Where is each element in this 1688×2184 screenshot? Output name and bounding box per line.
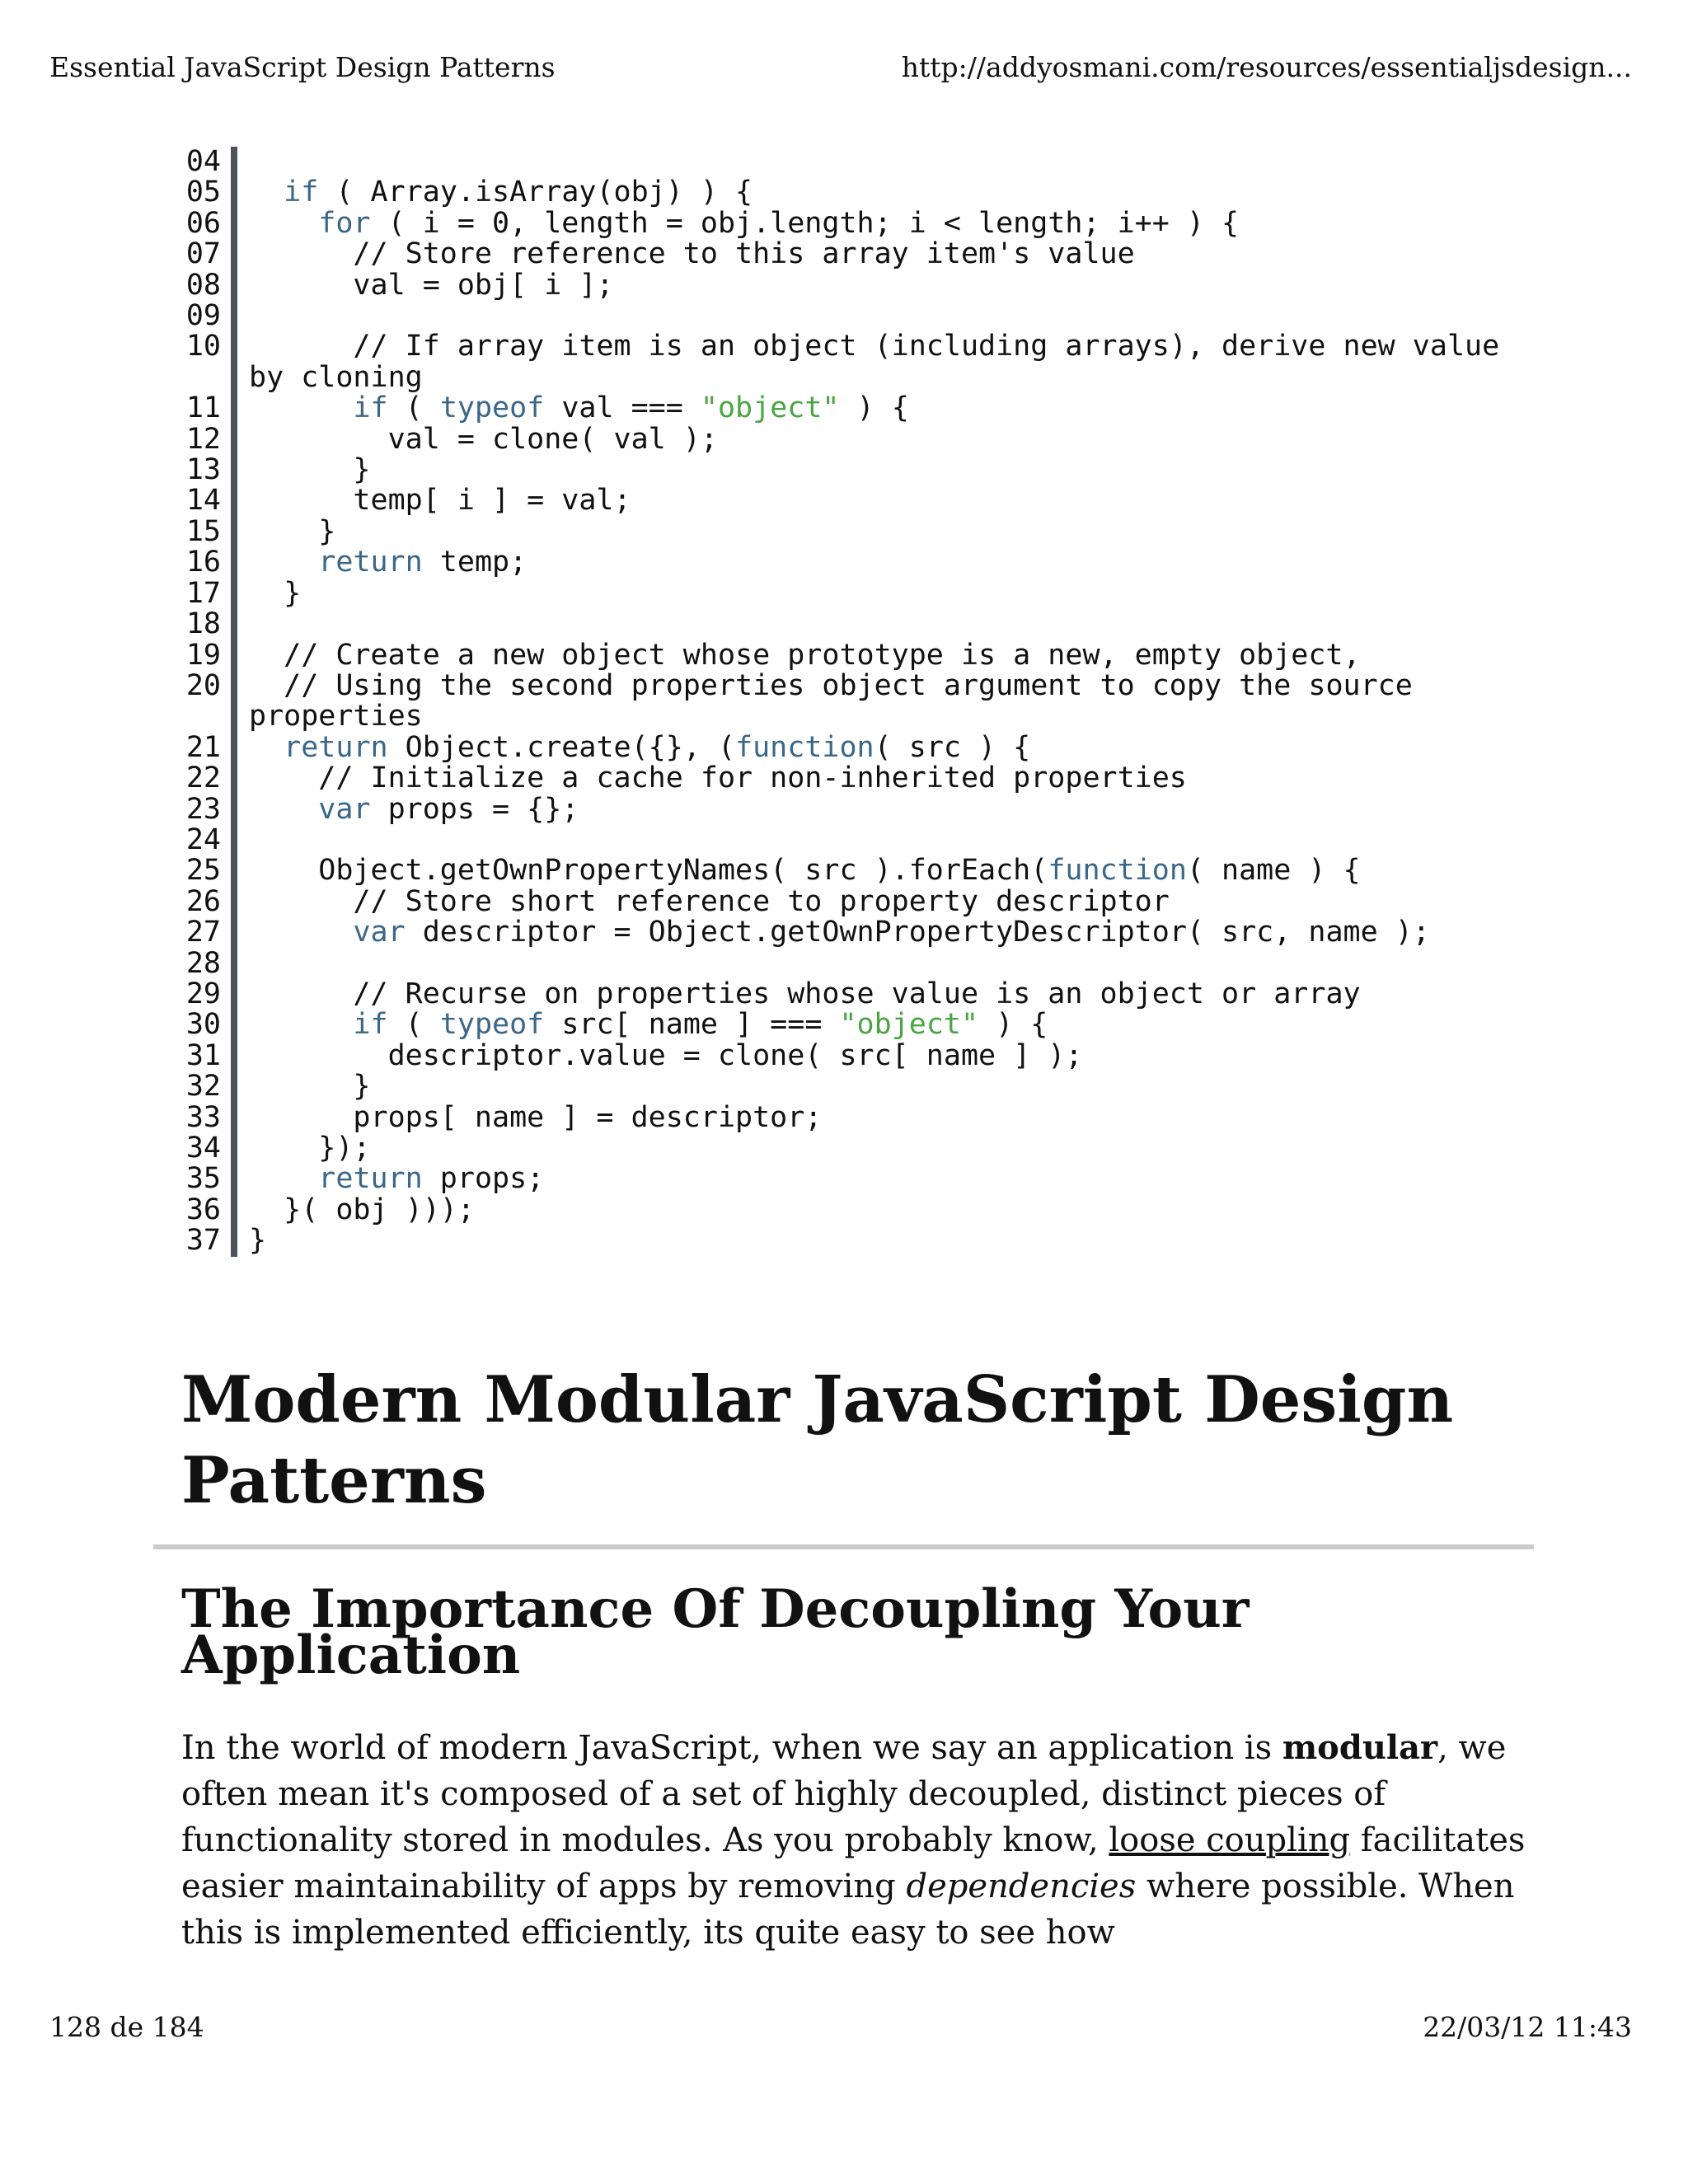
code-line: } — [249, 514, 336, 548]
code-line: }); — [249, 1132, 371, 1165]
subsection-title — [181, 1578, 1500, 1686]
code-line: props[ name ] = descriptor; — [249, 1100, 823, 1134]
page-number: 128 de 184 — [49, 2011, 204, 2043]
code-line: // Store short reference to property descriptor — [249, 884, 1170, 918]
code-line — [249, 609, 1533, 640]
page-footer — [49, 2011, 1632, 2043]
code-line: if ( typeof val === "object" ) { — [353, 391, 909, 425]
code-gutter-bar — [231, 147, 237, 1257]
code-line: }( obj ))); — [249, 1193, 475, 1226]
section-title — [181, 1360, 1500, 1521]
code-line: by cloning — [249, 360, 423, 394]
code-line — [249, 147, 1533, 177]
code-line: // Store reference to this array item's value — [249, 237, 1135, 271]
print-timestamp: 22/03/12 11:43 — [1423, 2011, 1632, 2043]
section-divider — [153, 1544, 1534, 1549]
code-line: return props; — [318, 1162, 545, 1196]
code-line: // Recurse on properties whose value is an object or array — [249, 977, 1361, 1010]
paragraph-bold-modular: modular — [1282, 1728, 1438, 1767]
code-line: val = obj[ i ]; — [249, 268, 614, 302]
code-line: val = clone( val ); — [249, 422, 718, 456]
code-line: if ( typeof src[ name ] === "object" ) { — [353, 1008, 1048, 1042]
code-line: } — [249, 576, 302, 610]
code-line: descriptor.value = clone( src[ name ] ); — [249, 1038, 1083, 1072]
section-title-line2: Patterns — [181, 1443, 487, 1518]
code-line: } — [249, 1224, 267, 1258]
code-lines — [237, 147, 1533, 1257]
code-line: var descriptor = Object.getOwnPropertyDescriptor( src, name ); — [353, 916, 1430, 949]
code-line: for ( i = 0, length = obj.length; i < length; i++ ) { — [318, 206, 1240, 240]
paragraph-text-1: In the world of modern JavaScript, when we say an application is — [181, 1729, 1282, 1767]
subsection-title-line1: The Importance Of Decoupling Your — [181, 1578, 1250, 1640]
code-line — [249, 301, 1533, 331]
code-line: // Initialize a cache for non-inherited properties — [249, 762, 1187, 795]
code-line: return Object.create({}, (function( src ) { — [284, 730, 1031, 764]
code-line: var props = {}; — [318, 792, 579, 826]
header-title: Essential JavaScript Design Patterns — [49, 51, 556, 83]
code-line: } — [249, 1070, 371, 1104]
code-line: } — [249, 453, 371, 487]
page-header — [49, 51, 1632, 83]
code-line-numbers: 04 05 06 07 08 09 10 11 12 13 14 15 16 17 18 19 20 21 22 23 24 25 26 27 28 29 30 31 32 33 34 35 36 37 — [185, 145, 221, 1258]
header-url: http://addyosmani.com/resources/essentialjsdesign... — [901, 51, 1632, 83]
code-line: return temp; — [318, 546, 528, 579]
paragraph-text-2: , we often mean it's composed of a set of highly decoupled, distinct pieces of functionality stored in modules. As you probably know, — [181, 1729, 1507, 1859]
code-line — [249, 949, 1533, 979]
loose-coupling-link[interactable]: loose coupling — [1109, 1821, 1351, 1859]
body-paragraph — [181, 1725, 1533, 1956]
code-line: properties — [249, 700, 423, 733]
code-line: if ( Array.isArray(obj) ) { — [284, 176, 753, 209]
code-line: Object.getOwnPropertyNames( src ).forEach(function( name ) { — [249, 854, 1361, 888]
subsection-title-line2: Application — [181, 1624, 521, 1686]
code-line: // Create a new object whose prototype is a new, empty object, — [249, 638, 1361, 672]
code-block — [165, 147, 1533, 1257]
paragraph-italic-dependencies: dependencies — [906, 1868, 1137, 1905]
code-line: temp[ i ] = val; — [249, 484, 631, 518]
paragraph-text-3: facilitates easier maintainability of apps by removing — [181, 1821, 1526, 1905]
section-title-line1: Modern Modular JavaScript Design — [181, 1362, 1454, 1437]
paragraph-text-4: where possible. When this is implemented efficiently, its quite easy to see how — [181, 1868, 1515, 1952]
code-line — [249, 825, 1533, 855]
code-line: // If array item is an object (including arrays), derive new value — [249, 330, 1500, 363]
code-line: // Using the second properties object argument to copy the source — [249, 668, 1413, 702]
